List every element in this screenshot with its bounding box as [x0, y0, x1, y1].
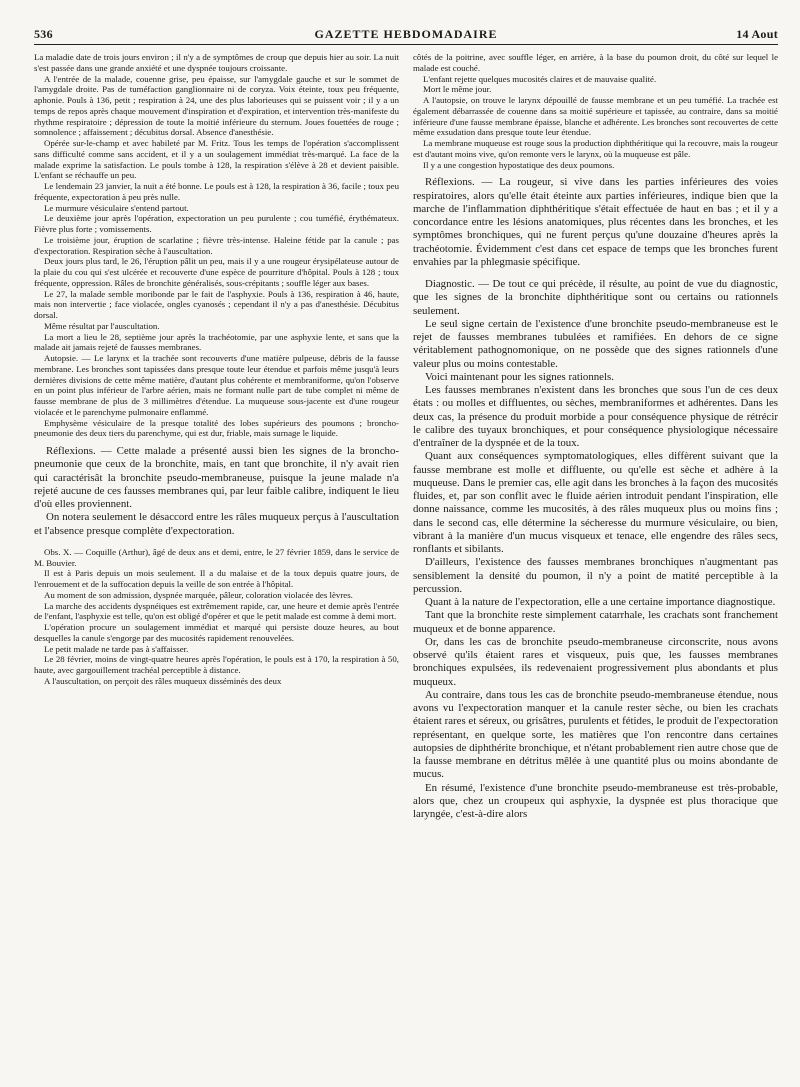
case-paragraph: Le deuxième jour après l'opération, expectoration un peu purulente ; cou tuméfié, érythémateux. Fièvre plus forte ; vomissements. [34, 213, 399, 234]
case-paragraph: Il est à Paris depuis un mois seulement. Il a du malaise et de la toux depuis quatre jours, de l'enrouement et de la suffocation depuis la veille de son entrée à l'hôpital. [34, 568, 399, 589]
body-paragraph: Or, dans les cas de bronchite pseudo-membraneuse circonscrite, nous avons observé qu'ils étaient rares et visqueux, puis que, les fausses membranes bronchiques expulsées, ils redevenaient progressivement plus abondants et plus muqueux. [413, 635, 778, 688]
body-paragraph: Réflexions. — La rougeur, si vive dans les parties inférieures des voies respiratoires, alors qu'elle était éteinte aux parties inférieures, indique bien que la marche de l'inflammation diphthéritique s'était effectuée de haut en bas ; et il y a concordance entre les lésions anatomiques, plus récentes dans les bronches, et les symptômes bronchiques, qui ne furent perçus qu'une douzaine d'heures après la trachéotomie. Évidemment c'est dans cet espace de temps que les bronches furent envahies par la phlegmasie spécifique. [413, 176, 778, 268]
case-paragraph: Obs. X. — Coquille (Arthur), âgé de deux ans et demi, entre, le 27 février 1859, dans le service de M. Bouvier. [34, 546, 399, 568]
case-paragraph: Il y a une congestion hypostatique des deux poumons. [423, 159, 615, 170]
right-column [413, 52, 778, 1073]
text-columns [34, 52, 778, 1073]
issue-date: 14 Aout [736, 27, 778, 41]
body-paragraph: Quant aux conséquences symptomatologiques, elles diffèrent suivant que la fausse membrane est molle et diffluente, ou qu'elle est sèche et adhère à la muqueuse. Dans le premier cas, elle agit dans les bronches à la façon des mucosités fluides, et, par son conflit avec le fluide aérien introduit pendant l'inspiration, elle donne naissance, comme les mucosités, à des râles muqueux plus ou moins fins ; dans le second cas, elle détermine la sécheresse du murmure vésiculaire, ou bien, vibrant à la manière d'un mucus visqueux et tenace, elle engendre des râles secs, ronflants et sibilants. [413, 450, 778, 555]
body-paragraph: Le seul signe certain de l'existence d'une bronchite pseudo-membraneuse est le rejet de fausses membranes tubulées et ramifiées. En dehors de ce signe véritablement pathognomonique, on ne possède que des signes rationnels d'une valeur plus ou moins contestable. [413, 317, 778, 370]
case-paragraph: A l'entrée de la malade, couenne grise, peu épaisse, sur l'amygdale gauche et sur le sommet de l'amygdale droite. Pas de tuméfaction ganglionnaire ni de coryza. Voix éteinte, toux peu fréquente, aphonie. Pouls à 136, petit ; respiration à 24, une des plus laborieuses qui se puissent voir ; il y a un temps de repos après chaque mouvement d'inspiration et d'expiration, et intervention très-manifeste du rhythme respiratoire ; dépression de toute la moitié inférieure du sternum. Joues fouettées de rouge ; somnolence ; affaissement ; décubitus dorsal. Absence d'anesthésie. [34, 73, 399, 138]
case-paragraph: A l'autopsie, on trouve le larynx dépouillé de fausse membrane et un peu tuméfié. La trachée est également débarrassée de couenne dans sa moitié supérieure et tapissée, au contraire, dans sa moitié inférieure d'une fausse membrane épaisse, blanche et adhérente. Les bronches sont recouvertes de cette même exsudation dans presque toute leur étendue. [413, 95, 778, 138]
body-paragraph: Les fausses membranes n'existent dans les bronches que sous l'un de ces deux états : ou molles et diffluentes, ou sèches, membraniformes et adhérentes. Dans les deux cas, la présence du produit morbide a pour conséquence physique de rétrécir le calibre des tuyaux bronchiques, et pour conséquence physiologique nécessaire d'entraîner de la dyspnée et de la toux. [413, 384, 778, 449]
case-paragraph: Le 28 février, moins de vingt-quatre heures après l'opération, le pouls est à 170, la respiration à 50, haute, avec gargouillement trachéal perceptible à distance. [34, 654, 399, 675]
case-paragraph: Le petit malade ne tarde pas à s'affaisser. [44, 643, 189, 654]
body-paragraph: Réflexions. — Cette malade a présenté aussi bien les signes de la broncho-pneumonie que ceux de la bronchite, mais, en tant que bronchite, il n'y avait rien qui caractérisât la bronchite pseudo-membraneuse, puisque la jeune malade n'a rejeté aucune de ces fausses membranes qui, par leur faible calibre, indiquent le lieu d'où elles proviennent. [34, 445, 399, 510]
journal-title: GAZETTE HEBDOMADAIRE [314, 27, 498, 41]
case-paragraph: L'opération procure un soulagement immédiat et marqué qui persiste douze heures, au bout desquelles la canule s'engorge par des mucosités rapidement renouvelées. [34, 622, 399, 643]
paragraph-spacer [34, 538, 399, 547]
body-paragraph: En résumé, l'existence d'une bronchite pseudo-membraneuse est très-probable, alors que, chez un croupeux qui asphyxie, la dyspnée est plus thoracique que laryngée, c'est-à-dire alors [413, 781, 778, 820]
body-paragraph: Tant que la bronchite reste simplement catarrhale, les crachats sont franchement muqueux et de bonne apparence. [413, 609, 778, 635]
case-paragraph: Le lendemain 23 janvier, la nuit a été bonne. Le pouls est à 128, la respiration à 36, facile ; toux peu fréquente, expectoration à peu près nulle. [34, 181, 399, 202]
body-paragraph: Quant à la nature de l'expectoration, elle a une certaine importance diagnostique. [425, 596, 776, 608]
case-paragraph: Deux jours plus tard, le 26, l'éruption pâlit un peu, mais il y a une rougeur érysipélateuse autour de la plaie du cou qui s'est ulcérée et recouverte d'une espèce de pourriture d'hôpital. Pouls à 128 ; toux fréquente, oppression. Râles de bronchite généralisés, sous-crépitants ; souffle léger aux bases. [34, 256, 399, 288]
case-paragraph: La mort a lieu le 28, septième jour après la trachéotomie, par une asphyxie lente, et sans que la malade ait jamais rejeté de fausses membranes. [34, 331, 399, 353]
case-paragraph: Même résultat par l'auscultation. [44, 320, 160, 331]
body-paragraph: D'ailleurs, l'existence des fausses membranes bronchiques n'augmentant pas sensiblement la densité du poumon, il n'y a point de matité perceptible à la percussion. [413, 556, 778, 595]
case-paragraph: L'enfant rejette quelques mucosités claires et de mauvaise qualité. [423, 73, 657, 84]
case-paragraph: Au moment de son admission, dyspnée marquée, pâleur, coloration violacée des lèvres. [44, 589, 353, 600]
case-paragraph: La membrane muqueuse est rouge sous la production diphthéritique qui la recouvre, mais la rougeur est d'autant moins vive, qu'on remonte vers le larynx, où la muqueuse est pâle. [413, 138, 778, 159]
case-paragraph: côtés de la poitrine, avec souffle léger, en arrière, à la base du poumon droit, du côté sur lequel le malade est couché. [413, 52, 778, 73]
case-paragraph: Mort le même jour. [423, 84, 492, 95]
case-paragraph: Le troisième jour, éruption de scarlatine ; fièvre très-intense. Haleine fétide par la canule ; pas d'expectoration. Respiration sèche à l'auscultation. [34, 234, 399, 256]
page-number: 536 [34, 27, 53, 41]
case-paragraph: La maladie date de trois jours environ ; il n'y a de symptômes de croup que depuis hier au soir. La nuit s'est passée dans une grande anxiété et une dyspnée toujours croissante. [34, 52, 399, 73]
running-header [34, 24, 778, 45]
case-paragraph: Opérée sur-le-champ et avec habileté par M. Fritz. Tous les temps de l'opération s'accomplissent sans difficulté comme sans accident, et il y a un soulagement immédiat très-marqué. La face de la malade exprime la satisfaction. Le pouls tombe à 128, la respiration s'élève à 28 et devient paisible. L'enfant se réchauffe un peu. [34, 138, 399, 181]
case-paragraph: Le murmure vésiculaire s'entend partout. [44, 202, 189, 213]
body-paragraph: On notera seulement le désaccord entre les râles muqueux perçus à l'auscultation et l'absence presque complète d'expectoration. [34, 511, 399, 537]
left-column [34, 52, 399, 1073]
case-paragraph: A l'auscultation, on perçoit des râles muqueux disséminés des deux [44, 675, 282, 686]
case-paragraph: Autopsie. — Le larynx et la trachée sont recouverts d'une matière pulpeuse, débris de la fausse membrane. Les bronches sont tapissées dans presque toute leur étendue et parfois même jusqu'à leurs dernières divisions de cette même matière, d'autant plus cohérente et membraniforme, qu'on l'observe en un point plus inférieur de l'arbre aérien, mais ne formant nulle part de tube complet ni même de fausse membrane de plus de 3 millimètres d'étendue. La muqueuse sous-jacente est d'une rougeur violacée et le parenchyme pulmonaire enflammé. [34, 353, 399, 417]
body-paragraph: Au contraire, dans tous les cas de bronchite pseudo-membraneuse étendue, nous avons vu l'expectoration manquer et la canule rester sèche, ou bien les crachats étaient rares et séreux, ou grisâtres, purulents et fétides, le produit de l'expectoration représentant, en quelque sorte, les matières que l'on rencontre dans certaines autopsies de diphthérite bronchique, et n'étant probablement rien autre chose que de la fausse membrane en détritus mêlée à une quantité plus ou moins abondante de mucus. [413, 688, 778, 781]
case-paragraph: La marche des accidents dyspnéiques est extrêmement rapide, car, une heure et demie après l'entrée de l'enfant, l'asphyxie est telle, qu'on est obligé d'opérer et que le petit malade est comme à demi mort. [34, 600, 399, 622]
case-paragraph: Emphysème vésiculaire de la presque totalité des lobes supérieurs des poumons ; broncho-pneumonie des deux tiers du parenchyme, qui est dur, friable, mais surnage le liquide. [34, 417, 399, 439]
paragraph-spacer [413, 269, 778, 278]
case-paragraph: Le 27, la malade semble moribonde par le fait de l'asphyxie. Pouls à 136, respiration à 46, haute, mais non intervertie ; face violacée, ongles cyanosés ; cependant il n'y a pas d'anesthésie. Décubitus dorsal. [34, 288, 399, 320]
body-paragraph: Voici maintenant pour les signes rationnels. [425, 370, 614, 383]
body-paragraph: Diagnostic. — De tout ce qui précède, il résulte, au point de vue du diagnostic, que les signes de la bronchite diphthéritique sont ou certains ou rationnels seulement. [413, 278, 778, 317]
